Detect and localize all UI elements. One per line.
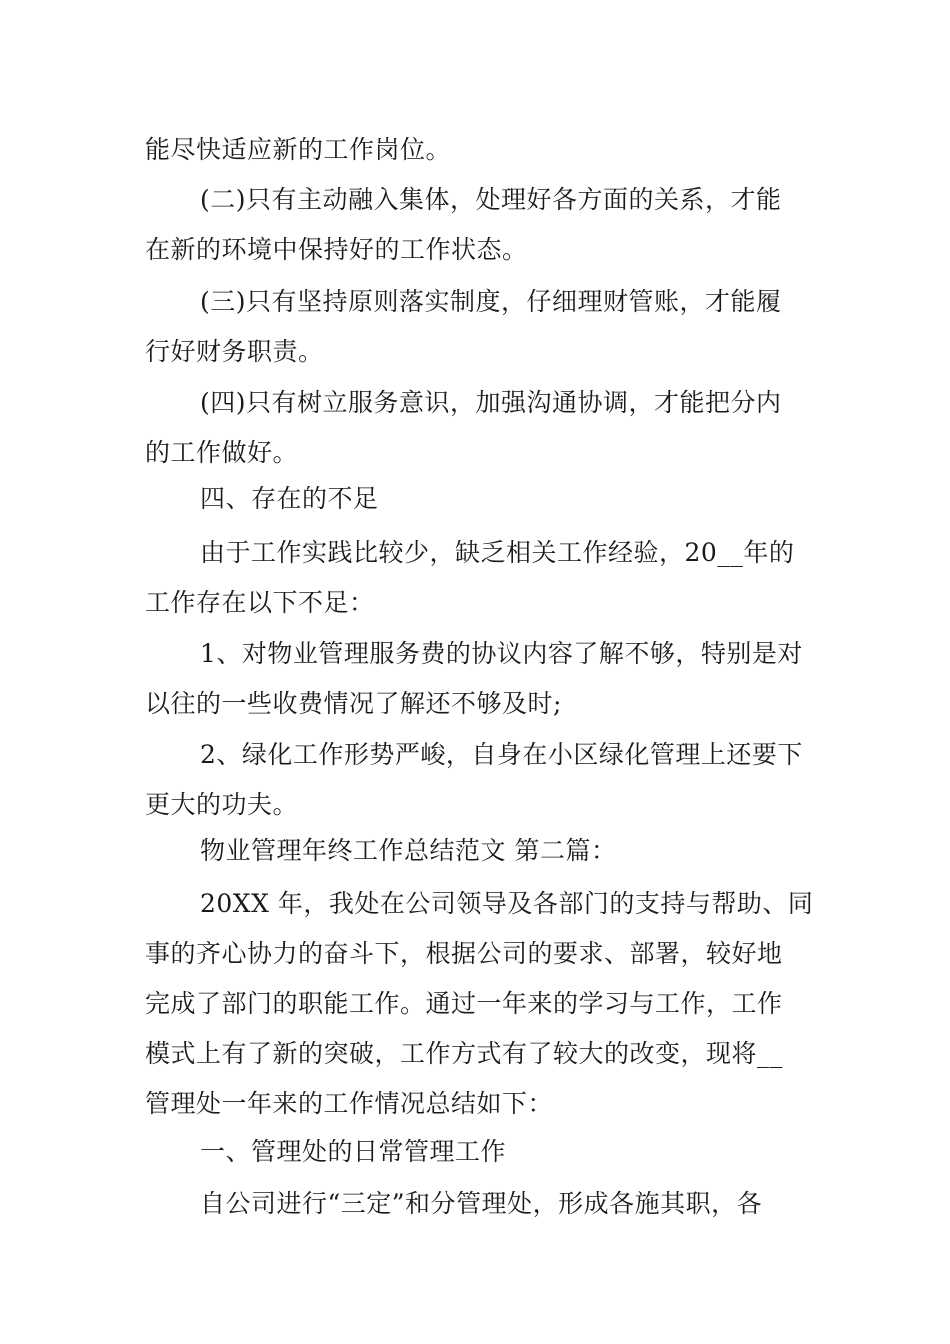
paragraph-line: 自公司进行“三定”和分管理处，形成各施其职，各 [200, 1189, 763, 1218]
paragraph-line: 在新的环境中保持好的工作状态。 [145, 235, 528, 264]
paragraph-line: 管理处一年来的工作情况总结如下： [145, 1089, 554, 1118]
list-item-line: 1、对物业管理服务费的协议内容了解不够，特别是对 [200, 639, 803, 668]
list-item-line: 更大的功夫。 [145, 790, 299, 819]
paragraph-line: 事的齐心协力的奋斗下，根据公司的要求、部署，较好地 [145, 939, 783, 968]
paragraph-line: 20XX 年，我处在公司领导及各部门的支持与帮助、同 [200, 889, 814, 918]
paragraph-line: 完成了部门的职能工作。通过一年来的学习与工作，工作 [145, 989, 783, 1018]
paragraph-line: 由于工作实践比较少，缺乏相关工作经验，20__年的 [200, 538, 795, 567]
paragraph-line: (三)只有坚持原则落实制度，仔细理财管账，才能履 [200, 287, 782, 316]
paragraph-line: 行好财务职责。 [145, 337, 324, 366]
paragraph-line: 的工作做好。 [145, 438, 299, 467]
list-item-line: 以往的一些收费情况了解还不够及时; [145, 689, 562, 718]
section-heading: 四、存在的不足 [200, 484, 379, 513]
section-heading: 一、管理处的日常管理工作 [200, 1137, 507, 1166]
paragraph-line: (四)只有树立服务意识，加强沟通协调，才能把分内 [200, 388, 782, 417]
paragraph-line: 工作存在以下不足： [145, 588, 375, 617]
paragraph-line: 模式上有了新的突破，工作方式有了较大的改变，现将__ [145, 1039, 784, 1068]
list-item-line: 2、绿化工作形势严峻，自身在小区绿化管理上还要下 [200, 740, 803, 769]
paragraph-line: 能尽快适应新的工作岗位。 [145, 135, 452, 164]
paragraph-line: (二)只有主动融入集体，处理好各方面的关系，才能 [200, 185, 782, 214]
section-title: 物业管理年终工作总结范文 第二篇： [200, 836, 617, 865]
